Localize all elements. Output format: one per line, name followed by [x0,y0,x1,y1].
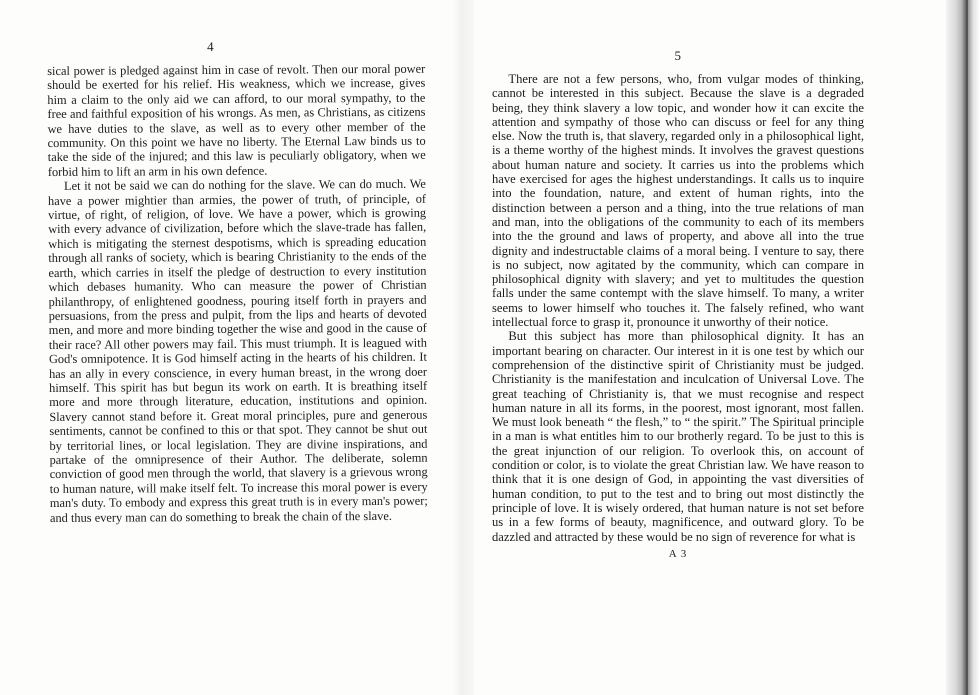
right-page-number: 5 [674,48,682,63]
page-edge-line [966,0,968,695]
page-edge-shadow [946,0,980,695]
right-paragraph-1: There are not a few persons, who, from vulgar modes of thinking, cannot be interested in this subject. Because the slave is a degraded being, they think slavery a low topic, and wonder how it can excite the attention and sympathy of those who can discuss or feel for any thing else. Now the truth is, that slavery, regarded only in a philosophical light, is a theme worthy of the highest minds. It involves the gravest questions about human nature and society. It carries us into the problems which have exercised for ages the highest understandings. It calls us to inquire into the foundation, nature, and extent of human rights, into the distinction between a person and a thing, into the true relations of man and man, into the obligations of the community to each of its members into the the ground and laws of property, and above all into the true dignity and indestructable claims of a moral being. I venture to say, there is no subject, now agitated by the community, which can compare in philosophical dignity with slavery; and yet to multitudes the question falls under the same contempt with the slave himself. To many, a writer seems to lower himself who touches it. The falsely refined, who want intellectual force to grasp it, pronounce it unworthy of their notice. [492,72,864,330]
left-paragraph-2: Let it not be said we can do nothing for the slave. We can do much. We have a power mightier than armies, the power of truth, of principle, of virtue, of right, of religion, of love. We have a power, which is growing with every advance of civilization, before which the slave-trade has fallen, which is mitigating the sternest despotisms, which is spreading education through all ranks of society, which is bearing Christianity to the ends of the earth, which carries in itself the pledge of destruction to every institution which debases humanity. Who can measure the power of Christian philanthropy, of enlightened goodness, pouring itself forth in prayers and persuasions, from the press and pulpit, from the lips and hearts of devoted men, and more and more binding together the wise and good in the cause of their race? All other powers may fail. This must triumph. It is leagued with God's omnipotence. It is God himself acting in the hearts of his children. It has an ally in every conscience, in every human breast, in the wrong doer himself. This spirit has but begun its work on earth. It is breathing itself more and more through literature, education, institutions and opinion. Slavery cannot stand before it. Great moral principles, pure and generous sentiments, cannot be confined to this or that spot. They cannot be shut out by territorial lines, or local legislation. They are divine inspirations, and partake of the omnipresence of their Author. The deliberate, solemn conviction of good men through the world, that slavery is a grievous wrong to human nature, will make itself felt. To increase this moral power is every man's duty. To embody and express this great truth is in every man's power; and thus every man can do something to break the chain of the slave. [47,176,428,525]
book-gutter [452,0,474,695]
left-page [47,36,428,525]
left-page-number: 4 [207,38,215,55]
right-page [492,46,864,560]
left-paragraph-1: sical power is pledged against him in case of revolt. Then our moral power should be exerted for his relief. His weakness, which we increase, gives him a claim to the only aid we can afford, to our moral sympathy, to the free and faithful exposition of his wrongs. As men, as Christians, as citizens we have duties to the slave, as well as to every other member of the community. On this point we have no liberty. The Eternal Law binds us to take the side of the injured; and this law is peculiarly obligatory, when we forbid him to lift an arm in his own defence. [47,61,426,179]
signature-mark: A 3 [668,547,688,560]
right-paragraph-2: But this subject has more than philosophical dignity. It has an important bearing on character. Our interest in it is one test by which our comprehension of the distinctive spirit of Christianity must be judged. Christianity is the manifestation and inculcation of Universal Love. The great teaching of Christianity is, that we must recognise and respect human nature in all its forms, in the poorest, most ignorant, most fallen. We must look beneath “ the flesh,” to “ the spirit.” The Spiritual principle in a man is what entitles him to our brotherly regard. To be just to this is the great injunction of our religion. To overlook this, on account of condition or color, is to violate the great Christian law. We have reason to think that it is one design of God, in appointing the vast diversities of human condition, to put to the test and to bring out most distinctly the principle of love. It is wisely ordered, that human nature is not set before us in a few forms of beauty, magnificence, and outward glory. To be dazzled and attracted by these would be no sign of reverence for what is [492,329,864,544]
